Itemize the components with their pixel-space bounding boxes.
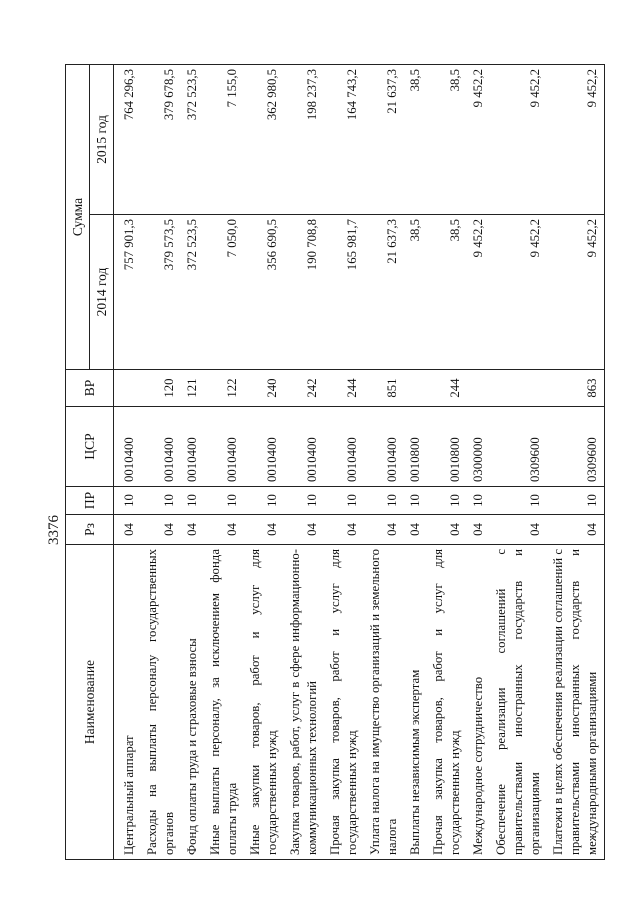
header-rz: Рз	[66, 515, 114, 545]
cell-csr: 0010400	[114, 407, 142, 487]
table-body	[114, 64, 605, 859]
cell-y2014: 372 523,5	[181, 215, 204, 370]
cell-pr: 10	[204, 487, 244, 515]
cell-pr: 10	[547, 487, 605, 515]
cell-vr: 863	[547, 370, 605, 407]
cell-rz: 04	[427, 515, 467, 545]
cell-vr: 120	[141, 370, 181, 407]
cell-y2014: 9 452,2	[547, 215, 605, 370]
table-row	[141, 64, 181, 859]
cell-y2014: 21 637,3	[364, 215, 404, 370]
table-row	[404, 64, 427, 859]
cell-rz: 04	[204, 515, 244, 545]
cell-name: Платежи в целях обеспечения реализации соглашений с правительствами иностранных государств и международными организациями	[547, 545, 605, 860]
cell-pr: 10	[141, 487, 181, 515]
header-2015: 2015 год	[90, 64, 114, 214]
table-row	[204, 64, 244, 859]
cell-y2015: 9 452,2	[467, 64, 490, 214]
cell-vr: 121	[181, 370, 204, 407]
cell-y2014: 9 452,2	[467, 215, 490, 370]
cell-name: Закупка товаров, работ, услуг в сфере информационно-коммуникационных технологий	[284, 545, 324, 860]
cell-vr	[490, 370, 547, 407]
cell-csr: 0010400	[181, 407, 204, 487]
cell-y2015: 164 743,2	[324, 64, 364, 214]
cell-rz: 04	[547, 515, 605, 545]
cell-y2015: 764 296,3	[114, 64, 142, 214]
cell-csr: 0010400	[204, 407, 244, 487]
cell-y2015: 379 678,5	[141, 64, 181, 214]
cell-csr: 0010400	[244, 407, 284, 487]
cell-y2015: 9 452,2	[490, 64, 547, 214]
cell-csr: 0010400	[364, 407, 404, 487]
cell-rz: 04	[404, 515, 427, 545]
cell-csr: 0309600	[547, 407, 605, 487]
page-number: 3376	[46, 515, 62, 545]
cell-y2015: 198 237,3	[284, 64, 324, 214]
cell-csr: 0010400	[324, 407, 364, 487]
cell-name: Выплаты независимым экспертам	[404, 545, 427, 860]
cell-pr: 10	[244, 487, 284, 515]
cell-rz: 04	[181, 515, 204, 545]
table-row	[490, 64, 547, 859]
cell-name: Расходы на выплаты персоналу государственных органов	[141, 545, 181, 860]
cell-y2014: 38,5	[404, 215, 427, 370]
cell-y2014: 379 573,5	[141, 215, 181, 370]
cell-y2015: 38,5	[427, 64, 467, 214]
cell-rz: 04	[324, 515, 364, 545]
cell-vr	[404, 370, 427, 407]
table-row	[324, 64, 364, 859]
cell-csr: 0300000	[467, 407, 490, 487]
cell-y2015: 21 637,3	[364, 64, 404, 214]
header-vr: ВР	[66, 370, 114, 407]
header-name: Наименование	[66, 545, 114, 860]
cell-vr: 122	[204, 370, 244, 407]
table-row	[244, 64, 284, 859]
cell-pr: 10	[490, 487, 547, 515]
table-row	[181, 64, 204, 859]
table-row	[284, 64, 324, 859]
cell-vr: 244	[427, 370, 467, 407]
cell-csr: 0010400	[141, 407, 181, 487]
cell-rz: 04	[467, 515, 490, 545]
cell-y2014: 757 901,3	[114, 215, 142, 370]
table-row	[467, 64, 490, 859]
cell-y2014: 356 690,5	[244, 215, 284, 370]
cell-y2015: 38,5	[404, 64, 427, 214]
cell-y2014: 7 050,0	[204, 215, 244, 370]
cell-vr: 242	[284, 370, 324, 407]
table-row	[114, 64, 142, 859]
cell-pr: 10	[114, 487, 142, 515]
cell-name: Уплата налога на имущество организаций и земельного налога	[364, 545, 404, 860]
cell-y2015: 9 452,2	[547, 64, 605, 214]
cell-vr	[467, 370, 490, 407]
cell-pr: 10	[181, 487, 204, 515]
table-row	[364, 64, 404, 859]
cell-rz: 04	[364, 515, 404, 545]
cell-rz: 04	[490, 515, 547, 545]
budget-table	[65, 64, 605, 860]
cell-name: Обеспечение реализации соглашений с правительствами иностранных государств и организациями	[490, 545, 547, 860]
cell-pr: 10	[364, 487, 404, 515]
cell-csr: 0309600	[490, 407, 547, 487]
cell-y2014: 9 452,2	[490, 215, 547, 370]
table-header	[66, 64, 114, 859]
cell-y2015: 362 980,5	[244, 64, 284, 214]
cell-name: Центральный аппарат	[114, 545, 142, 860]
header-csr: ЦСР	[66, 407, 114, 487]
cell-y2014: 165 981,7	[324, 215, 364, 370]
cell-name: Прочая закупка товаров, работ и услуг для государственных нужд	[324, 545, 364, 860]
cell-rz: 04	[284, 515, 324, 545]
cell-csr: 0010800	[404, 407, 427, 487]
cell-y2015: 372 523,5	[181, 64, 204, 214]
cell-name: Прочая закупка товаров, работ и услуг для государственных нужд	[427, 545, 467, 860]
cell-vr: 851	[364, 370, 404, 407]
table-row	[547, 64, 605, 859]
cell-name: Фонд оплаты труда и страховые взносы	[181, 545, 204, 860]
cell-pr: 10	[284, 487, 324, 515]
header-sum: Сумма	[66, 64, 90, 369]
cell-rz: 04	[244, 515, 284, 545]
cell-name: Иные закупки товаров, работ и услуг для государственных нужд	[244, 545, 284, 860]
cell-rz: 04	[114, 515, 142, 545]
cell-vr: 240	[244, 370, 284, 407]
cell-name: Международное сотрудничество	[467, 545, 490, 860]
cell-rz: 04	[141, 515, 181, 545]
cell-pr: 10	[467, 487, 490, 515]
cell-pr: 10	[324, 487, 364, 515]
cell-vr	[114, 370, 142, 407]
table-row	[427, 64, 467, 859]
cell-csr: 0010400	[284, 407, 324, 487]
cell-pr: 10	[427, 487, 467, 515]
cell-vr: 244	[324, 370, 364, 407]
cell-y2014: 38,5	[427, 215, 467, 370]
cell-name: Иные выплаты персоналу, за исключением фонда оплаты труда	[204, 545, 244, 860]
header-pr: ПР	[66, 487, 114, 515]
cell-y2015: 7 155,0	[204, 64, 244, 214]
cell-pr: 10	[404, 487, 427, 515]
cell-csr: 0010800	[427, 407, 467, 487]
cell-y2014: 190 708,8	[284, 215, 324, 370]
header-2014: 2014 год	[90, 215, 114, 370]
